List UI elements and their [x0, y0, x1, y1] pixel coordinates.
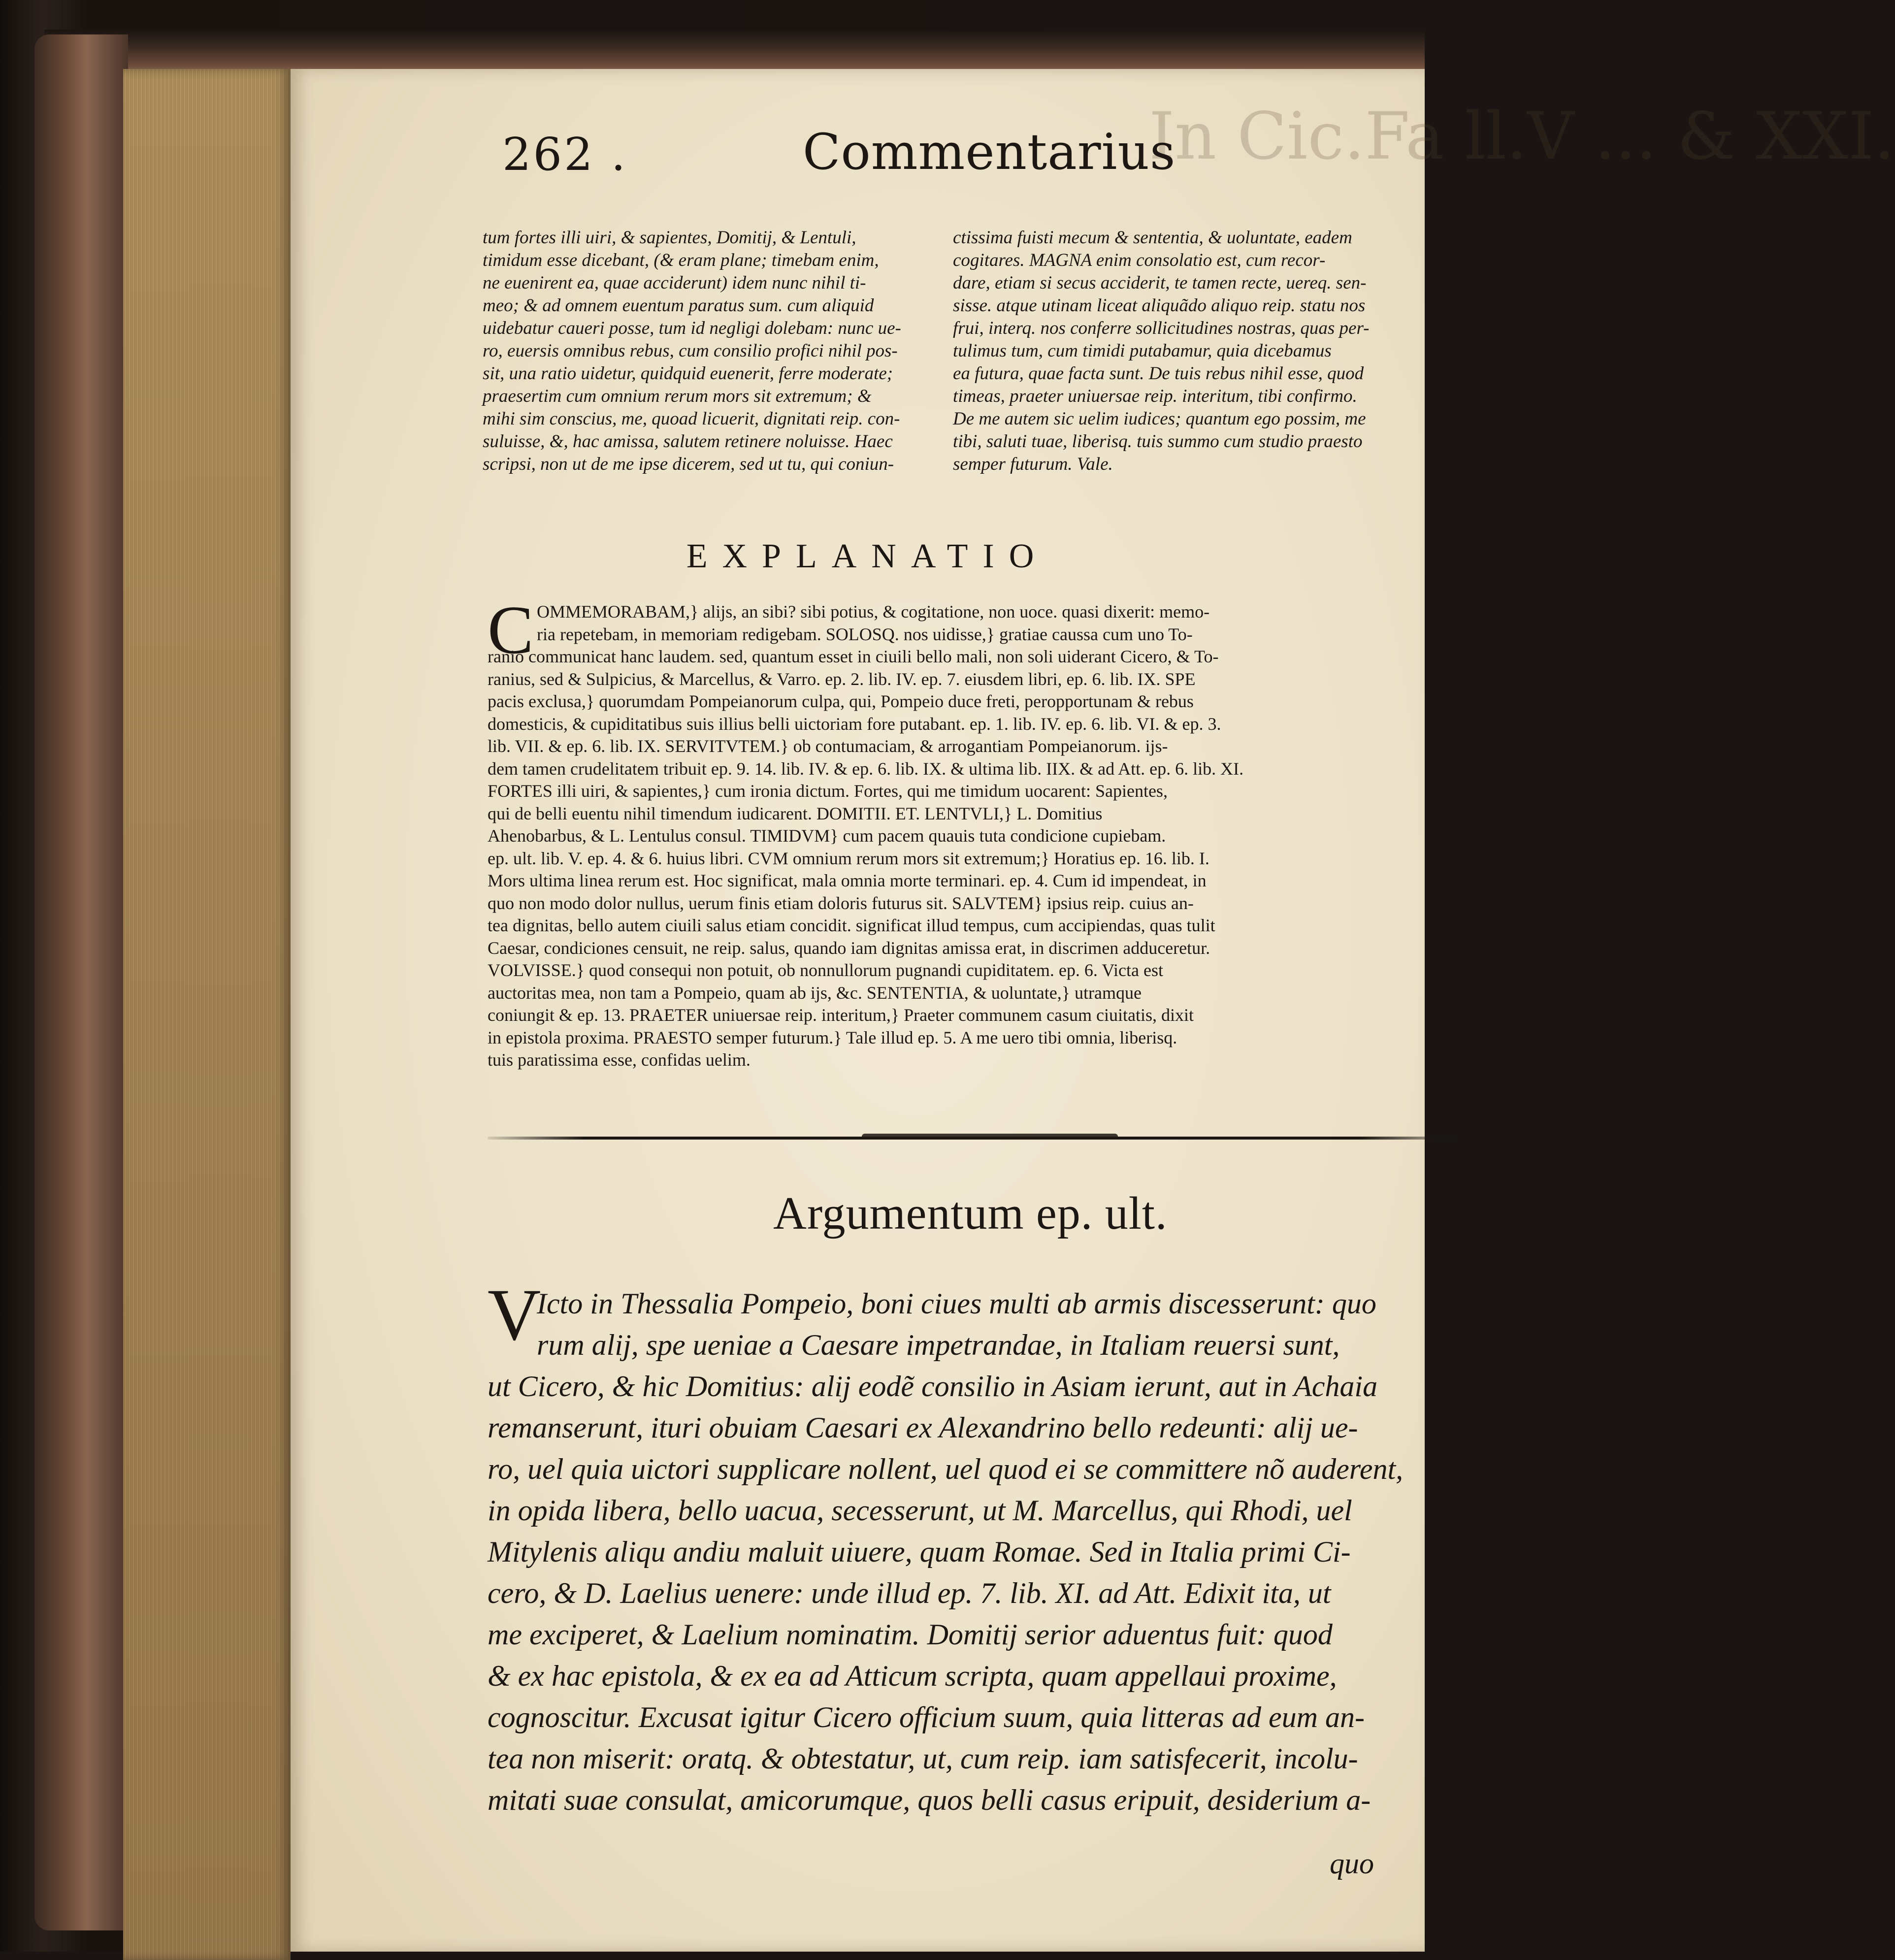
text-line: OMMEMORABAM,} alijs, an sibi? sibi potius, & cogitatione, non uoce. quasi dixerit: memo-: [537, 602, 1210, 621]
text-line: VOLVISSE.} quod consequi non potuit, ob nonnullorum pugnandi cupiditatem. ep. 6. Victa est: [488, 960, 1163, 980]
text-line: praesertim cum omnium rerum mors sit extremum; &: [483, 386, 872, 406]
text-line: me exciperet, & Laelium nominatim. Domitij serior aduentus fuit: quod: [488, 1618, 1333, 1651]
text-line: tea dignitas, bello autem ciuili salus etiam concidit. significat illud tempus, cum accipiendas, quas tulit: [488, 915, 1215, 935]
book-binding-top: [44, 30, 1425, 74]
letter-left-column: [483, 227, 936, 476]
text-line: mihi sim conscius, me, quoad licuerit, dignitati reip. con-: [483, 409, 900, 429]
text-line: Mitylenis aliqu andiu maluit uiuere, quam Romae. Sed in Italia primi Ci-: [488, 1535, 1351, 1568]
text-line: ea futura, quae facta sunt. De tuis rebus nihil esse, quod: [953, 363, 1364, 384]
text-line: Icto in Thessalia Pompeio, boni ciues multi ab armis discesserunt: quo: [537, 1287, 1376, 1320]
text-line: frui, interq. nos conferre sollicitudines nostras, quas per-: [953, 318, 1370, 338]
explanatio-heading: EXPLANATIO: [686, 537, 1049, 575]
text-line: sit, una ratio uidetur, quidquid euenerit, ferre moderate;: [483, 363, 893, 384]
argumentum-title: Argumentum ep. ult.: [773, 1188, 1168, 1239]
text-line: scripsi, non ut de me ipse dicerem, sed ut tu, qui coniun-: [483, 454, 894, 474]
text-line: tulimus tum, cum timidi putabamur, quia dicebamus: [953, 341, 1332, 361]
text-line: suluisse, &, hac amissa, salutem retinere noluisse. Haec: [483, 431, 893, 452]
argumentum-drop-cap: V: [488, 1274, 541, 1356]
text-line: ctissima fuisti mecum & sententia, & uoluntate, eadem: [953, 228, 1352, 248]
text-line: lib. VII. & ep. 6. lib. IX. SERVITVTEM.} ob contumaciam, & arrogantiam Pompeianorum. ijs-: [488, 736, 1168, 756]
letter-text-columns: [483, 227, 1689, 522]
text-line: timidum esse dicebant, (& eram plane; timebam enim,: [483, 250, 879, 270]
text-line: dare, etiam si secus acciderit, te tamen recte, uereq. sen-: [953, 273, 1367, 293]
text-line: auctoritas mea, non tam a Pompeio, quam ab ijs, &c. SENTENTIA, & uoluntate,} utramque: [488, 982, 1142, 1003]
text-line: Ahenobarbus, & L. Lentulus consul. TIMIDVM} cum pacem quauis tuta condicione cupiebam.: [488, 826, 1166, 846]
text-line: ro, euersis omnibus rebus, cum consilio profici nihil pos-: [483, 341, 898, 361]
text-line: in opida libera, bello uacua, secesserunt, ut M. Marcellus, qui Rhodi, uel: [488, 1494, 1352, 1527]
text-line: in epistola proxima. PRAESTO semper futurum.} Tale illud ep. 5. A me uero tibi omnia, liberisq.: [488, 1027, 1177, 1047]
text-line: qui de belli euentu nihil timendum iudicarent. DOMITII. ET. LENTVLI,} L. Domitius: [488, 803, 1103, 823]
text-line: cogitares. MAGNA enim consolatio est, cum recor-: [953, 250, 1326, 270]
text-line: FORTES illi uiri, & sapientes,} cum ironia dictum. Fortes, qui me timidum uocarent: Sapientes,: [488, 781, 1168, 801]
page-header: [291, 94, 1425, 182]
text-line: ranius, sed & Sulpicius, & Marcellus, & Varro. ep. 2. lib. IV. ep. 7. eiusdem libri, ep. 6. lib. IX. SPE: [488, 669, 1196, 689]
text-line: ranio communicat hanc laudem. sed, quantum esset in ciuili bello mali, non soli uiderant Cicero, & To-: [488, 647, 1219, 666]
page-number: 262 .: [502, 128, 628, 181]
section-rule-ornament: [862, 1134, 1118, 1140]
text-line: pacis exclusa,} quorumdam Pompeianorum culpa, qui, Pompeio duce freti, peropportunam & rebus: [488, 691, 1194, 711]
text-line: ep. ult. lib. V. ep. 4. & 6. huius libri. CVM omnium rerum mors sit extremum;} Horatius ep. 16. lib. I.: [488, 848, 1209, 868]
book-spine: [34, 34, 128, 1930]
text-line: coniungit & ep. 13. PRAETER uniuersae reip. interitum,} Praeter communem casum ciuitatis, dixit: [488, 1005, 1194, 1025]
catchword: quo: [1330, 1847, 1374, 1880]
explanatio-drop-cap: C: [488, 592, 534, 668]
text-line: uidebatur caueri posse, tum id negligi dolebam: nunc ue-: [483, 318, 901, 338]
text-line: sisse. atque utinam liceat aliquãdo aliquo reip. statu nos: [953, 295, 1366, 316]
text-line: dem tamen crudelitatem tribuit ep. 9. 14. lib. IV. & ep. 6. lib. IX. & ultima lib. IIX. & ad Att. ep. 6. lib. XI.: [488, 758, 1244, 779]
text-line: Mors ultima linea rerum est. Hoc significat, mala omnia morte terminari. ep. 4. Cum id impendeat, in: [488, 871, 1207, 890]
text-line: cero, & D. Laelius uenere: unde illud ep. 7. lib. XI. ad Att. Edixit ita, ut: [488, 1577, 1331, 1609]
text-line: ne euenirent ea, quae acciderunt) idem nunc nihil ti-: [483, 273, 866, 293]
running-head: Commentarius: [803, 123, 1176, 181]
book-page: [291, 69, 1895, 1952]
text-line: cognoscitur. Excusat igitur Cicero officium suum, quia litteras ad eum an-: [488, 1701, 1365, 1733]
text-line: ria repetebam, in memoriam redigebam. SOLOSQ. nos uidisse,} gratiae caussa cum uno To-: [537, 624, 1193, 644]
text-line: remanserunt, ituri obuiam Caesari ex Alexandrino bello redeunti: alij ue-: [488, 1411, 1358, 1444]
text-line: meo; & ad omnem euentum paratus sum. cum aliquid: [483, 295, 874, 316]
text-line: tea non miserit: oratq. & obtestatur, ut, cum reip. iam satisfecerit, incolu-: [488, 1742, 1358, 1775]
text-line: De me autem sic uelim iudices; quantum ego possim, me: [953, 409, 1366, 429]
text-line: domesticis, & cupiditatibus suis illius belli uictoriam fore putabant. ep. 1. lib. IV. ep. 6. lib. VI. & ep. 3.: [488, 714, 1221, 734]
text-line: ro, uel quia uictori supplicare nollent, uel quod ei se committere nõ auderent,: [488, 1453, 1404, 1485]
text-line: mitati suae consulat, amicorumque, quos belli casus eripuit, desiderium a-: [488, 1784, 1371, 1816]
text-line: tibi, saluti tuae, liberisq. tuis summo cum studio praesto: [953, 431, 1363, 452]
text-line: tum fortes illi uiri, & sapientes, Domitij, & Lentuli,: [483, 228, 856, 248]
text-line: timeas, praeter uniuersae reip. interitum, tibi confirmo.: [953, 386, 1357, 406]
text-line: quo non modo dolor nullus, uerum finis etiam doloris futurus sit. SALVTEM} ipsius reip. cuius an-: [488, 893, 1194, 913]
explanatio-body: [488, 592, 1438, 1072]
text-line: semper futurum. Vale.: [953, 454, 1113, 474]
page-edges: [123, 69, 291, 1960]
text-line: ut Cicero, & hic Domitius: alij eodẽ consilio in Asiam ierunt, aut in Achaia: [488, 1370, 1378, 1403]
bleed-through-text: In Cic.Fa ll.V ... & XXI.: [1149, 98, 1895, 174]
text-line: rum alij, spe ueniae a Caesare impetrandae, in Italiam reuersi sunt,: [537, 1329, 1340, 1361]
text-line: tuis paratissima esse, confidas uelim.: [488, 1050, 751, 1070]
text-line: Caesar, condiciones censuit, ne reip. salus, quando iam dignitas amissa erat, in discrimen adduceretur.: [488, 938, 1210, 958]
letter-right-column: [953, 227, 1406, 476]
text-line: & ex hac epistola, & ex ea ad Atticum scripta, quam appellaui proxime,: [488, 1660, 1337, 1692]
argumentum-body: [488, 1283, 1472, 1821]
